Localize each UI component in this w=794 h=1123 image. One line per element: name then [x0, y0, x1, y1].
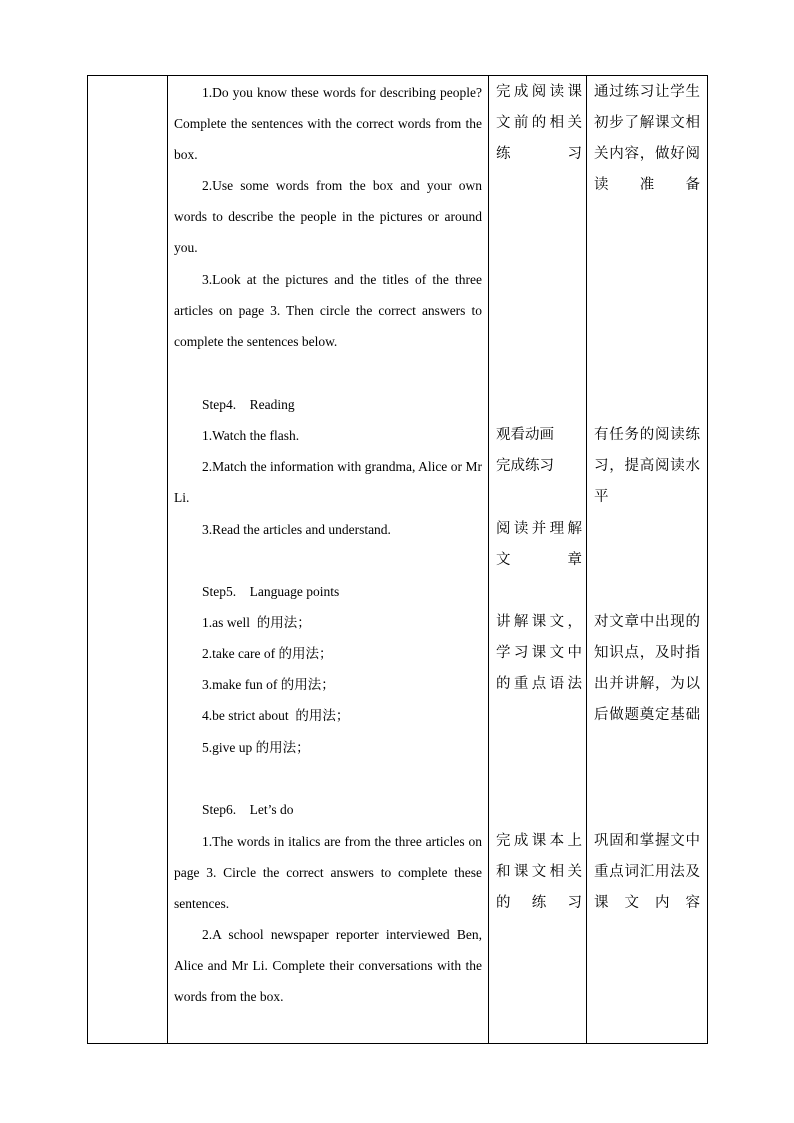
step4-item-1: 1.Watch the flash.	[202, 428, 300, 443]
step5-item-4: 4.be strict about 的用法；	[202, 708, 350, 723]
student-activity-cell	[489, 76, 587, 1044]
exercise-3-text: 3.Look at the pictures and the titles of the three articles on page 3. Then circle the correct answers to complete the sentences below.	[174, 272, 482, 349]
step5-heading: Step5. Language points	[202, 584, 340, 599]
exercise-2-text: 2.Use some words from the box and your own words to describe the people in the pictures or around you.	[174, 178, 482, 255]
step4-heading: Step4. Reading	[202, 397, 295, 412]
step5-item-1: 1.as well 的用法；	[202, 615, 311, 630]
stage-column-cell	[88, 76, 168, 1044]
intent-reading-prep: 通过练习让学生初步了解课文相关内容，做好阅读准备	[594, 84, 700, 193]
activity-grammar: 讲解课文，学习课文中的重点语法	[496, 614, 582, 692]
activity-textbook-exercise: 完成课本上和课文相关的练习	[496, 833, 582, 911]
design-intent-cell	[587, 76, 708, 1044]
teaching-content-cell	[168, 76, 489, 1044]
activity-pre-reading: 完成阅读课文前的相关练习	[496, 84, 582, 162]
step4-item-2: 2.Match the information with grandma, Alice or Mr Li.	[174, 459, 482, 505]
step4-item-3: 3.Read the articles and understand.	[202, 522, 391, 537]
activity-practice: 完成练习	[496, 458, 554, 474]
intent-knowledge-points: 对文章中出现的知识点，及时指出并讲解，为以后做题奠定基础	[594, 614, 700, 723]
step5-item-5: 5.give up 的用法；	[202, 740, 310, 755]
step6-item-1: 1.The words in italics are from the three articles on page 3. Circle the correct answers to complete these sentences.	[174, 834, 482, 911]
intent-reading-skill: 有任务的阅读练习，提高阅读水平	[594, 427, 700, 505]
activity-read-understand: 阅读并理解文章	[496, 521, 582, 568]
lesson-plan-table	[87, 75, 708, 1044]
exercise-1-text: 1.Do you know these words for describing people? Complete the sentences with the correct words from the box.	[174, 85, 482, 162]
intent-consolidate: 巩固和掌握文中重点词汇用法及课文内容	[594, 833, 700, 911]
activity-watch: 观看动画	[496, 427, 554, 443]
step5-item-3: 3.make fun of 的用法；	[202, 677, 335, 692]
step5-item-2: 2.take care of 的用法；	[202, 646, 333, 661]
step6-item-2: 2.A school newspaper reporter interviewed Ben, Alice and Mr Li. Complete their conversations with the words from the box.	[174, 927, 482, 1004]
step6-heading: Step6. Let’s do	[202, 802, 294, 817]
